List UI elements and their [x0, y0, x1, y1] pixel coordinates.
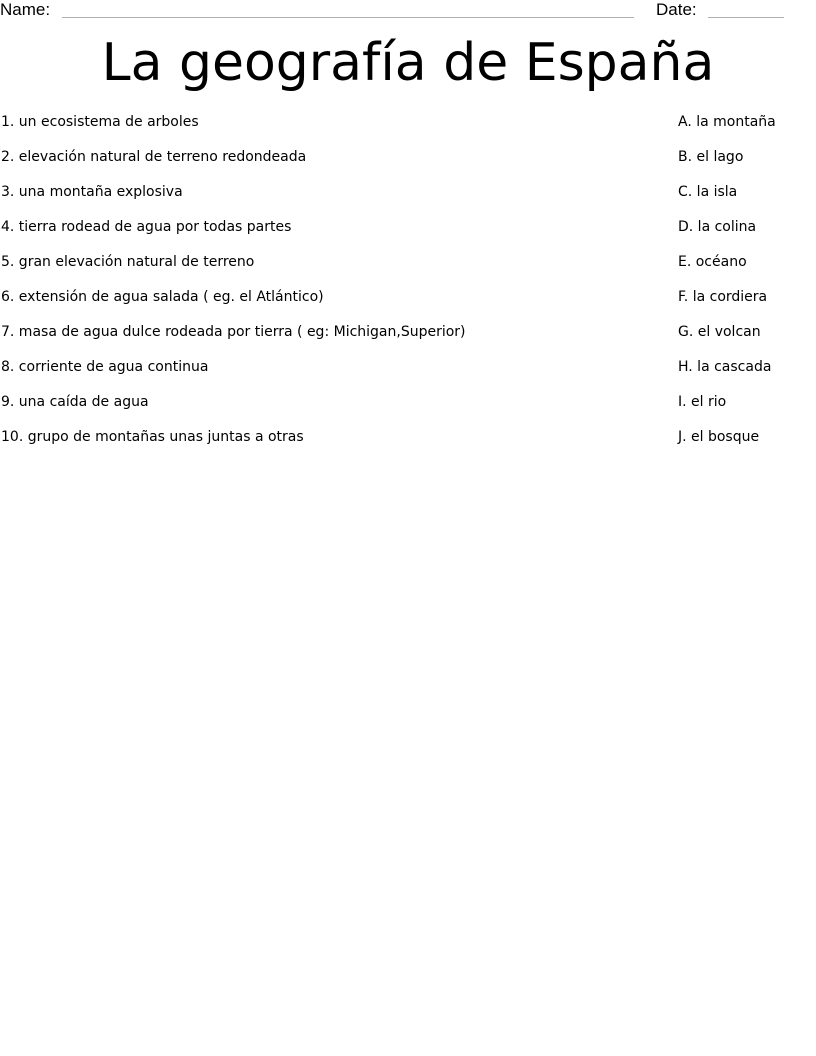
answer-item: F. la cordiera	[678, 289, 768, 305]
question-item: 6. extensión de agua salada ( eg. el Atlántico)	[1, 289, 324, 305]
question-item: 3. una montaña explosiva	[1, 184, 183, 200]
question-item: 5. gran elevación natural de terreno	[1, 254, 255, 270]
answers-list	[678, 110, 814, 460]
date-label: Date:	[656, 0, 697, 19]
name-blank-line	[62, 17, 634, 18]
question-item: 4. tierra rodead de agua por todas partes	[1, 219, 292, 235]
answer-item: A. la montaña	[678, 114, 776, 130]
answer-item: H. la cascada	[678, 359, 772, 375]
answer-item: J. el bosque	[678, 429, 760, 445]
worksheet-header	[0, 0, 816, 22]
date-blank-line	[708, 17, 784, 18]
question-item: 7. masa de agua dulce rodeada por tierra ( eg: Michigan,Superior)	[1, 324, 466, 340]
question-item: 8. corriente de agua continua	[1, 359, 209, 375]
answer-item: G. el volcan	[678, 324, 761, 340]
question-item: 10. grupo de montañas unas juntas a otras	[1, 429, 304, 445]
questions-list	[1, 110, 641, 460]
name-label: Name:	[0, 0, 51, 19]
answer-item: E. océano	[678, 254, 747, 270]
answer-item: C. la isla	[678, 184, 738, 200]
answer-item: I. el rio	[678, 394, 727, 410]
question-item: 9. una caída de agua	[1, 394, 149, 410]
answer-item: B. el lago	[678, 149, 744, 165]
question-item: 2. elevación natural de terreno redondeada	[1, 149, 307, 165]
worksheet-title: La geografía de España	[101, 33, 715, 93]
answer-item: D. la colina	[678, 219, 757, 235]
question-item: 1. un ecosistema de arboles	[1, 114, 199, 130]
